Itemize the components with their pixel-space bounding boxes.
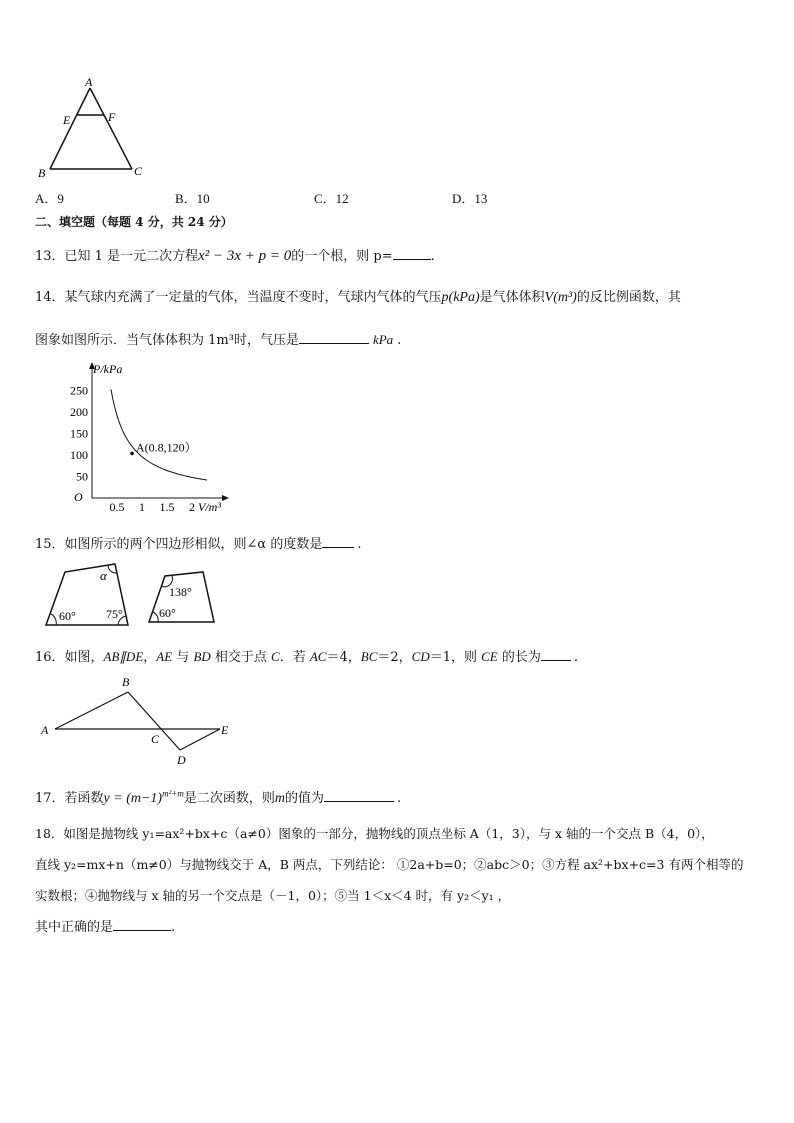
question-14-line2 — [35, 329, 401, 348]
label-a: A — [41, 723, 49, 737]
label-c: C — [134, 164, 143, 178]
q15-text: 15．如图所示的两个四边形相似，则∠α 的度数是 — [35, 537, 323, 552]
origin-label: O — [74, 490, 83, 504]
q14-line1-prefix: 14．某气球内充满了一定量的气体，当温度不变时，气球内气体的气压 — [35, 290, 442, 305]
q17-end: . — [397, 791, 402, 806]
q14-answer-blank — [299, 331, 369, 344]
alpha-label: α — [100, 568, 107, 583]
q16-text-b: ， — [143, 650, 157, 665]
label-b: B — [122, 675, 130, 689]
point-a — [130, 452, 134, 456]
question-18-line4 — [35, 916, 175, 935]
q16-text-h: ＝1，则 — [429, 650, 482, 665]
q17-suffix: 的值为 — [285, 791, 325, 806]
choice-b: B．10 — [175, 191, 210, 206]
segment-de — [180, 729, 220, 750]
q13-end: . — [430, 249, 435, 264]
angle-60-arc-2 — [153, 612, 158, 622]
q14-line1-suffix: 的反比例函数，其 — [576, 290, 681, 305]
q16-cd: CD — [411, 649, 430, 664]
q14-end: . — [397, 333, 402, 348]
question-18-line1: 18．如图是抛物线 y₁=ax²+bx+c（a≠0）图象的一部分，抛物线的顶点坐标 A（1，3），与 x 轴的一个交点 B（4，0）， — [35, 826, 714, 841]
q14-volume: V(m³) — [544, 290, 577, 305]
y-tick-label: 50 — [76, 469, 88, 484]
q14-pressure: p(kPa) — [441, 290, 480, 305]
q16-ae: AE — [156, 649, 173, 664]
point-a-label: A(0.8,120） — [136, 440, 197, 455]
q15-quadrilateral-1 — [40, 558, 130, 630]
x-tick-label: 2 — [189, 500, 195, 514]
q15-end: . — [357, 537, 362, 552]
x-axis-label: V/m³ — [198, 500, 221, 514]
q16-ce: CE — [481, 649, 498, 664]
q16-answer-blank — [541, 648, 571, 661]
label-d: D — [177, 753, 186, 767]
q17-answer-blank — [324, 789, 394, 802]
q18-prefix: 其中正确的是 — [35, 920, 114, 935]
q16-ab-parallel-de: AB∥DE — [103, 649, 144, 664]
q16-c: C — [271, 649, 280, 664]
angle-60-label: 60° — [59, 609, 76, 623]
side-ab — [50, 88, 90, 169]
y-tick-label: 200 — [70, 405, 88, 419]
segment-ab — [55, 692, 128, 729]
label-c: C — [151, 732, 160, 746]
q16-figure — [38, 672, 238, 767]
label-a: A — [85, 76, 93, 89]
y-tick-label: 100 — [70, 448, 88, 462]
side-ac — [90, 88, 132, 169]
label-e: E — [221, 723, 229, 737]
q16-text-d: 相交于点 — [210, 650, 272, 665]
q15-quadrilateral-2 — [145, 568, 220, 628]
q13-answer-blank — [393, 247, 431, 260]
q14-unit: kPa — [372, 332, 394, 347]
question-18-line3: 实数根；④抛物线与 x 轴的另一个交点是（－1，0）；⑤当 1＜x＜4 时，有 y₂＜y₁ ， — [35, 888, 511, 903]
q16-text-i: 的长为 — [497, 650, 541, 665]
q16-bc: BC — [360, 649, 378, 664]
pressure-volume-chart — [55, 360, 235, 515]
q16-text-f: ＝4， — [326, 650, 361, 665]
question-13 — [35, 245, 435, 265]
q16-text-e: ．若 — [279, 650, 310, 665]
q16-text-a: 16．如图， — [35, 650, 104, 665]
q16-text-g: ＝2， — [377, 650, 412, 665]
choice-a: A．9 — [35, 191, 64, 206]
q14-line1-mid: 是气体体积 — [479, 290, 545, 305]
label-f: F — [108, 110, 116, 124]
inverse-proportion-curve — [111, 389, 207, 480]
q16-ac: AC — [309, 649, 327, 664]
question-16 — [35, 646, 578, 665]
q16-text-c: 与 — [172, 650, 194, 665]
q13-suffix: 的一个根，则 p= — [291, 249, 393, 264]
q17-mid: 是二次函数，则 — [183, 791, 275, 806]
x-tick-label: 1.5 — [159, 500, 175, 514]
label-b: B — [38, 166, 46, 180]
q17-m: m — [274, 791, 286, 806]
x-tick-label: 0.5 — [109, 500, 125, 514]
q13-prefix: 13．已知 1 是一元二次方程 — [35, 249, 199, 264]
label-e: E — [63, 113, 71, 127]
angle-138-label: 138° — [169, 585, 192, 599]
q17-function: y = (m−1) — [103, 791, 163, 806]
q18-answer-blank — [113, 918, 171, 931]
y-tick-label: 150 — [70, 426, 88, 441]
question-17 — [35, 787, 401, 807]
q16-end: . — [573, 650, 579, 665]
q14-line2-prefix: 图象如图所示．当气体体积为 1m³时，气压是 — [35, 333, 299, 348]
angle-75-label: 75° — [106, 607, 123, 621]
choice-c: C．12 — [314, 191, 349, 206]
question-15 — [35, 533, 362, 552]
q18-end: . — [171, 920, 176, 935]
question-14-line1 — [35, 286, 681, 306]
y-tick-label: 250 — [70, 383, 88, 398]
q16-bd: BD — [193, 649, 211, 664]
q17-exponent: m²+m — [162, 788, 184, 799]
y-axis-label: P/kPa — [93, 362, 123, 376]
q15-answer-blank — [322, 535, 354, 548]
q17-prefix: 17．若函数 — [35, 791, 104, 806]
x-tick-label: 1 — [139, 500, 145, 514]
section-title: 二、填空题（每题 4 分，共 24 分） — [35, 215, 233, 229]
q13-equation: x² − 3x + p = 0 — [198, 248, 292, 264]
angle-60-label-2: 60° — [159, 606, 176, 620]
choice-d: D．13 — [452, 191, 488, 206]
x-axis-arrow — [222, 495, 229, 501]
q12-triangle-figure — [35, 76, 155, 180]
question-18-line2: 直线 y₂=mx+n（m≠0）与抛物线交于 A，B 两点，下列结论： ①2a+b=0；②abc＞0；③方程 ax²+bx+c=3 有两个相等的 — [35, 857, 744, 872]
angle-60-arc — [51, 614, 56, 625]
